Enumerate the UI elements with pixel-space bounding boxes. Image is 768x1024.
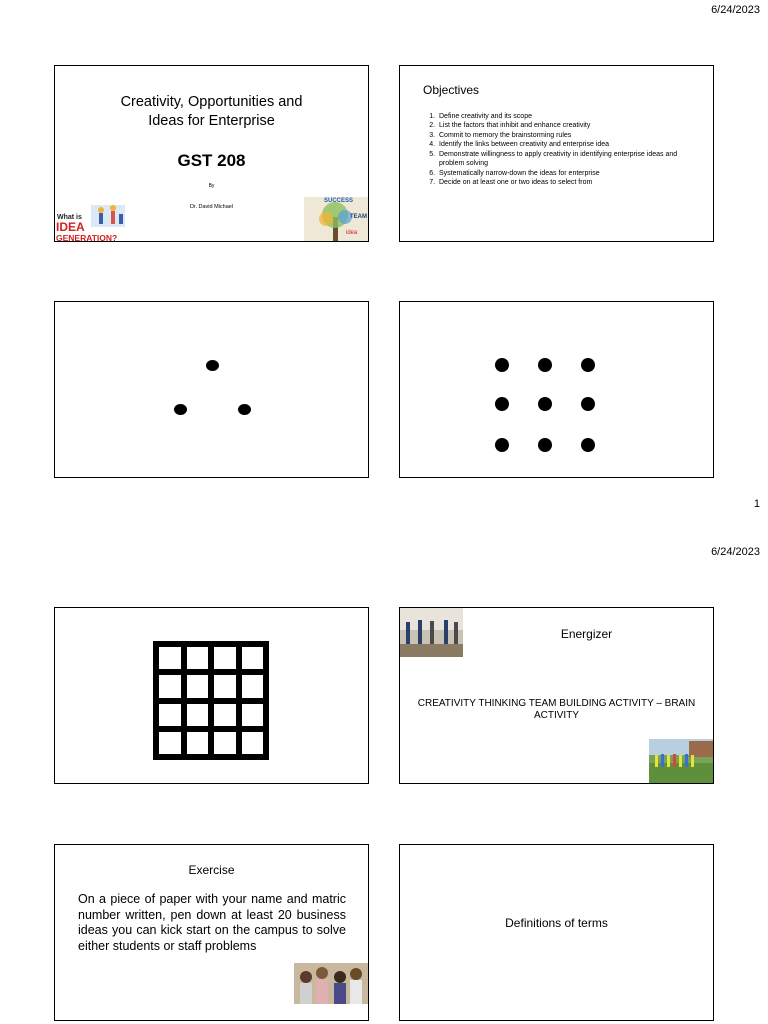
what-is-text: What is [57,214,82,221]
grid-cell [159,732,181,754]
slide-square-grid[interactable] [54,607,369,784]
idea-small-text: idea [346,230,358,236]
dot [581,438,595,452]
slide-three-dots[interactable] [54,301,369,478]
objectives-heading: Objectives [423,83,480,97]
page1-date: 6/24/2023 [711,4,760,16]
grid-cell [187,647,209,669]
slide-objectives[interactable] [399,65,714,242]
grid-cell [214,732,236,754]
slide-exercise[interactable] [54,844,369,1021]
grid-cell [187,675,209,697]
team-text: TEAM [350,214,367,220]
grid-cell [187,732,209,754]
definitions-heading: Definitions of terms [505,916,608,930]
dot [174,404,187,415]
title-line-2: Ideas for Enterprise [148,113,275,129]
slide-title-heading [55,93,368,131]
slide-nine-dots[interactable] [399,301,714,478]
dot [206,360,219,371]
grid-cell [242,647,264,669]
slide-energizer[interactable] [399,607,714,784]
title-line-1: Creativity, Opportunities and [120,94,303,110]
grid-puzzle [153,641,269,760]
grid-cell [242,704,264,726]
dot [495,397,509,411]
objectives-list [423,112,701,188]
team-field-photo [649,739,713,783]
idea-generation-graphic [55,202,131,242]
dot [581,397,595,411]
exercise-heading: Exercise [188,863,235,877]
success-tree-graphic [304,197,368,241]
grid-cell [214,647,236,669]
exercise-body: On a piece of paper with your name and matric number written, pen down at least 20 business ideas you can kick start on the campus to solve either students or staff problems [78,892,346,953]
students-group-icon [294,963,368,1004]
idea-text: IDEA [56,220,85,234]
generation-text: GENERATION? [56,233,118,242]
grid-cell [159,647,181,669]
dot [238,404,251,415]
objectives-list-container [423,112,701,188]
objective-item: 1. Define creativity and its scope [437,112,701,121]
grid-cell [214,704,236,726]
classroom-photo [400,608,463,657]
grid-cell [159,675,181,697]
slide-title[interactable] [54,65,369,242]
students-photo [294,963,368,1004]
page2-date: 6/24/2023 [711,546,760,558]
energizer-subtitle: CREATIVITY THINKING TEAM BUILDING ACTIVITY – BRAIN ACTIVITY [417,698,696,721]
outdoor-group-icon [649,739,713,783]
success-text: SUCCESS [324,198,354,204]
people-standing-icon [400,608,463,657]
objective-item: 7. Decide on at least one or two ideas to select from [437,178,701,187]
objective-item: 6. Systematically narrow-down the ideas for enterprise [437,169,701,178]
energizer-heading: Energizer [560,627,613,641]
dot [538,358,552,372]
grid-cell [159,704,181,726]
objective-item: 3. Commit to memory the brainstorming rules [437,131,701,140]
page-number: 1 [753,498,760,510]
grid-cell [242,732,264,754]
dot [538,438,552,452]
dot [495,438,509,452]
by-label: By [208,183,215,189]
slide-definitions[interactable] [399,844,714,1021]
author-name: Dr. David Michael [189,204,234,210]
grid-cell [214,675,236,697]
objective-item: 2. List the factors that inhibit and enhance creativity [437,121,701,130]
objective-item: 5. Demonstrate willingness to apply creativity in identifying enterprise ideas and problem solving [437,150,701,169]
dot [538,397,552,411]
grid-cell [187,704,209,726]
dot [581,358,595,372]
grid-cell [242,675,264,697]
course-code: GST 208 [177,151,246,170]
dot [495,358,509,372]
objective-item: 4. Identify the links between creativity and enterprise idea [437,140,701,149]
